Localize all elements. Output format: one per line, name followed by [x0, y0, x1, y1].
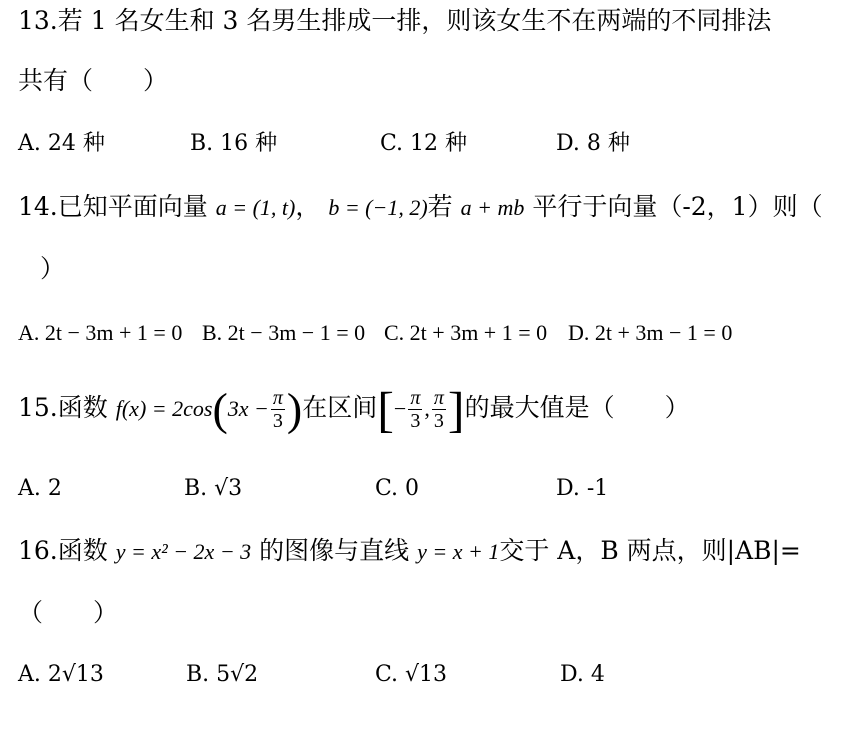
q15-comma: ,	[424, 396, 430, 421]
q15-fraction-pi-over-3	[271, 387, 285, 432]
q16-text1: 函数	[57, 536, 108, 565]
q15-il-num: π	[410, 387, 421, 409]
q13-option-b[interactable]: B. 16 种	[190, 131, 278, 156]
q16-text3: 交于 A，B 两点，则|AB|=	[499, 536, 801, 565]
q15-text2: 在区间	[302, 393, 378, 422]
q15-il-den: 3	[410, 410, 421, 432]
q14-text2: 若	[427, 192, 453, 221]
q16-text2: 的图像与直线	[259, 536, 410, 565]
q14-text1: 已知平面向量	[57, 192, 208, 221]
q14-option-c[interactable]: C. 2t + 3m + 1 = 0	[384, 320, 548, 345]
q15-interval-left	[408, 387, 422, 432]
q14-stem-cont: ）	[40, 254, 66, 283]
q15-minus: −	[393, 396, 407, 421]
q16-option-a[interactable]: A. 2√13	[18, 662, 104, 687]
q14-number: 14.	[18, 192, 58, 221]
q15-number: 15.	[18, 393, 58, 422]
q16-stem-cont: （ ）	[18, 598, 119, 627]
q13-option-c[interactable]: C. 12 种	[380, 131, 468, 156]
q15-frac-num: π	[272, 387, 283, 409]
q13-option-d[interactable]: D. 8 种	[556, 131, 630, 156]
q15-inner: 3x −	[227, 396, 269, 421]
q16-option-b[interactable]: B. 5√2	[186, 662, 259, 687]
q16-stem	[18, 534, 801, 569]
q15-frac-den: 3	[272, 410, 283, 432]
q15-right-bracket: ]	[447, 381, 465, 438]
q15-ir-num: π	[433, 387, 444, 409]
q15-stem	[18, 380, 690, 437]
q15-ir-den: 3	[433, 410, 444, 432]
q16-option-c[interactable]: C. √13	[375, 662, 448, 687]
q15-left-paren: (	[212, 383, 228, 435]
q13-stem	[18, 4, 771, 38]
q15-option-a[interactable]: A. 2	[18, 476, 62, 501]
q14-vector-b: b = (−1, 2)	[328, 195, 428, 220]
q15-option-d[interactable]: D. -1	[556, 476, 609, 501]
q15-text3: 的最大值是（ ）	[464, 393, 690, 422]
q14-option-d[interactable]: D. 2t + 3m − 1 = 0	[568, 320, 733, 345]
q13-number: 13.	[18, 6, 58, 35]
q15-text1: 函数	[57, 393, 108, 422]
q15-left-bracket: [	[377, 381, 394, 438]
q16-line: y = x + 1	[417, 539, 500, 564]
q15-option-b[interactable]: B. √3	[184, 476, 243, 501]
q14-expression: a + mb	[460, 195, 525, 220]
q14-stem	[18, 190, 823, 225]
q14-text3: 平行于向量（-2，1）则（	[532, 192, 823, 221]
q14-vector-a: a = (1, t)	[215, 195, 296, 220]
q13-stem-text: 若 1 名女生和 3 名男生排成一排，则该女生不在两端的不同排法	[57, 6, 772, 35]
q16-curve: y = x² − 2x − 3	[115, 539, 252, 564]
q13-stem-cont: 共有（ ）	[18, 66, 169, 95]
q15-option-c[interactable]: C. 0	[375, 476, 420, 501]
q15-function: f(x) = 2cos	[115, 396, 213, 421]
q14-option-b[interactable]: B. 2t − 3m − 1 = 0	[202, 320, 366, 345]
q14-option-a[interactable]: A. 2t − 3m + 1 = 0	[18, 320, 183, 345]
q15-interval-right	[432, 387, 446, 432]
q16-number: 16.	[18, 536, 58, 565]
q13-option-a[interactable]: A. 24 种	[18, 131, 105, 156]
q16-option-d[interactable]: D. 4	[560, 662, 605, 687]
q15-right-paren: )	[286, 383, 303, 435]
q14-sep: ，	[295, 192, 321, 221]
